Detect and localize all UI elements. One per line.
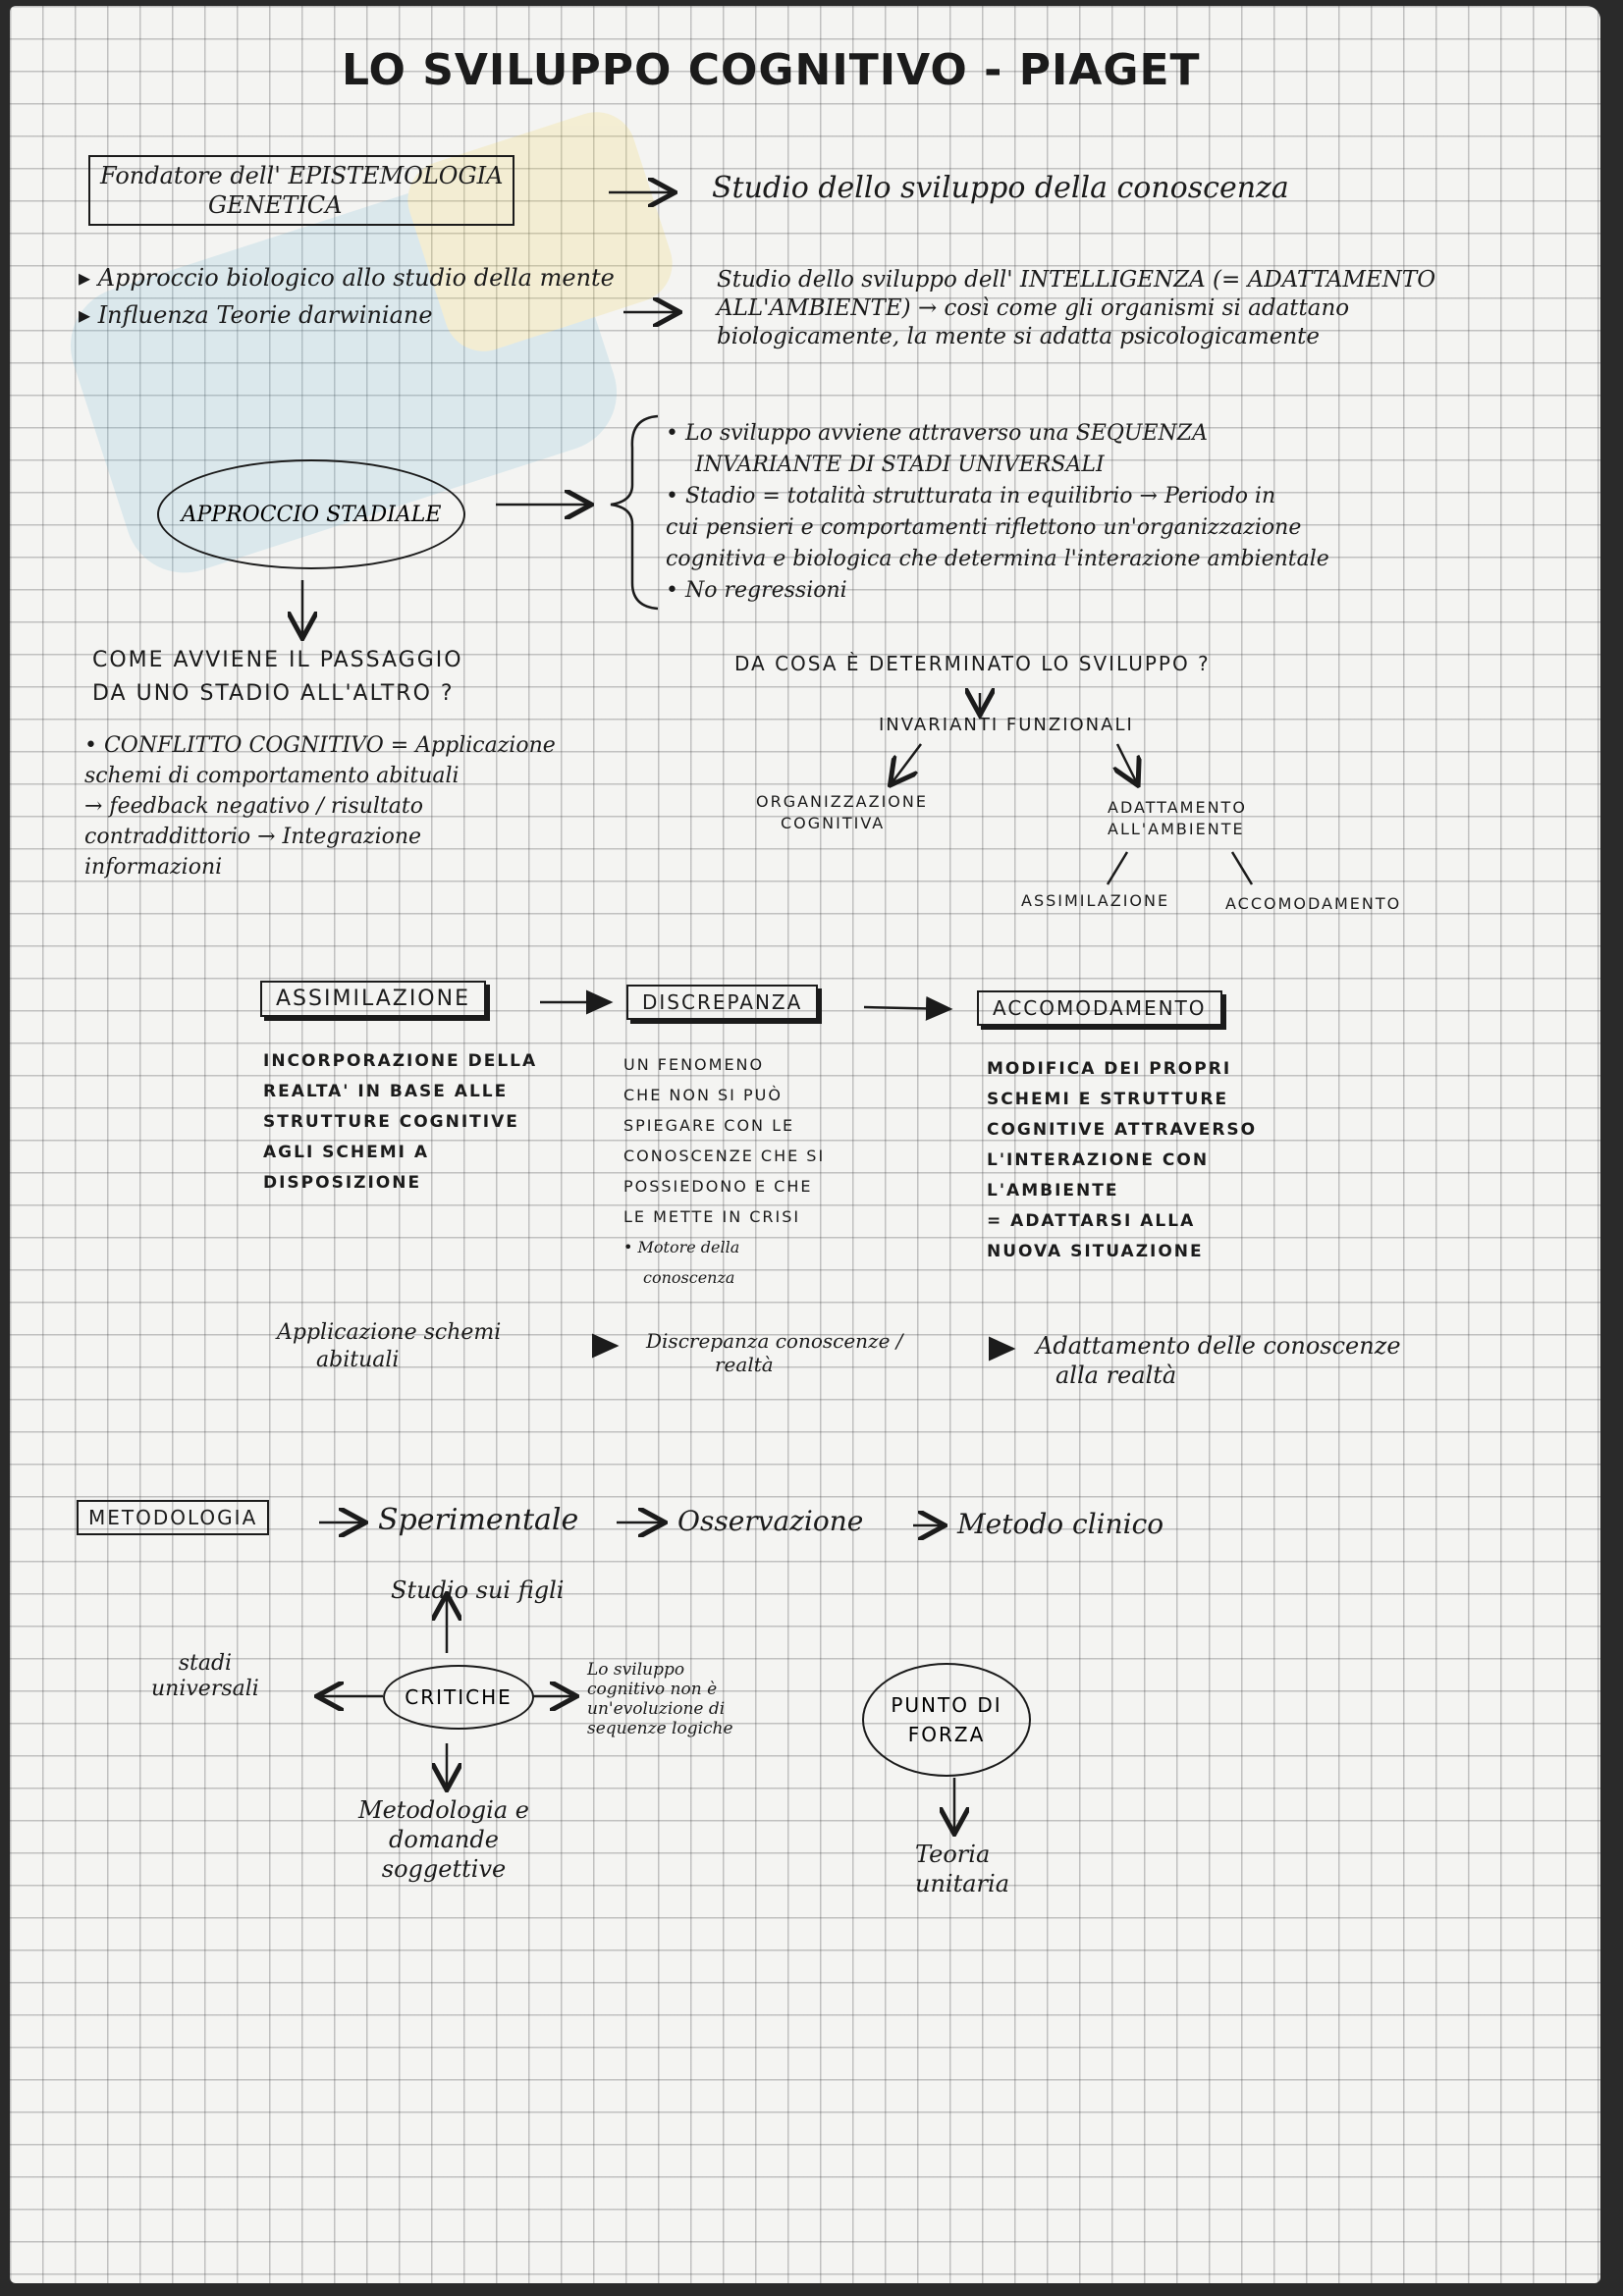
stage-point: • No regressioni	[666, 578, 847, 603]
conflict-line: schemi di comportamento abituali	[84, 764, 460, 788]
box-discrepancy: DISCREPANZA	[626, 985, 818, 1020]
conflict-line: informazioni	[84, 855, 223, 880]
question-line-2: DA UNO STADIO ALL'ALTRO ?	[92, 681, 455, 706]
critique-line: universali	[151, 1677, 259, 1701]
desc-line: NUOVA SITUAZIONE	[987, 1242, 1204, 1261]
founder-box	[88, 155, 514, 226]
method-observation: Osservazione	[677, 1505, 864, 1537]
critique-universal-stages	[151, 1651, 259, 1702]
method-experimental: Sperimentale	[378, 1503, 579, 1537]
strength-result-line: unitaria	[915, 1870, 1009, 1897]
desc-line: UN FENOMENO	[623, 1055, 765, 1074]
bullet-biological: ▸ Approccio biologico allo studio della mente	[79, 264, 615, 292]
stage-approach-label: APPROCCIO STADIALE	[181, 502, 442, 527]
founder-line-2: GENETICA	[208, 191, 343, 219]
stage-approach-oval	[157, 459, 465, 569]
organization-line-1: ORGANIZZAZIONE	[756, 792, 928, 811]
desc-line: CONOSCENZE CHE SI	[623, 1147, 826, 1165]
desc-line: L'AMBIENTE	[987, 1181, 1119, 1201]
critique-line: soggettive	[381, 1855, 507, 1883]
question-line-1: COME AVVIENE IL PASSAGGIO	[92, 648, 463, 672]
leaf-assimilation: ASSIMILAZIONE	[1021, 891, 1170, 910]
critique-children: Studio sui figli	[391, 1576, 565, 1604]
founder-result: Studio dello sviluppo della conoscenza	[712, 171, 1289, 205]
critique-line: domande	[389, 1826, 499, 1853]
box-accommodation: ACCOMODAMENTO	[977, 990, 1222, 1026]
critique-line: sequenze logiche	[587, 1719, 733, 1738]
leaf-accommodation: ACCOMODAMENTO	[1225, 894, 1402, 913]
conflict-line: • CONFLITTO COGNITIVO = Applicazione	[84, 733, 556, 758]
summary-step-2	[646, 1329, 903, 1376]
desc-line: L'INTERAZIONE CON	[987, 1150, 1210, 1170]
desc-line: AGLI SCHEMI A	[263, 1143, 430, 1162]
bullet-darwin: ▸ Influenza Teorie darwiniane	[79, 301, 433, 329]
conflict-line: contraddittorio → Integrazione	[84, 825, 422, 849]
discrepancy-description	[623, 1049, 825, 1293]
desc-line: REALTA' IN BASE ALLE	[263, 1082, 509, 1101]
intelligence-line-2: ALL'AMBIENTE) → così come gli organismi si adattano	[717, 294, 1350, 321]
strength-oval	[862, 1663, 1031, 1777]
methodology-box: METODOLOGIA	[77, 1500, 269, 1535]
desc-line: • Motore della	[623, 1238, 740, 1256]
critiques-oval	[383, 1665, 534, 1730]
stage-point: cognitiva e biologica che determina l'interazione ambientale	[666, 547, 1329, 571]
summary-step-1	[277, 1319, 501, 1374]
intelligence-line-1: Studio dello sviluppo dell' INTELLIGENZA (= ADATTAMENTO	[717, 267, 1436, 293]
critique-logic-sequence	[587, 1660, 733, 1738]
stage-transition-question	[92, 644, 463, 711]
critique-line: Lo sviluppo	[587, 1660, 685, 1680]
desc-line: COGNITIVE ATTRAVERSO	[987, 1120, 1258, 1140]
desc-line: CHE NON SI PUÒ	[623, 1086, 783, 1104]
strength-line: FORZA	[907, 1723, 986, 1746]
founder-line-1: Fondatore dell' EPISTEMOLOGIA	[100, 162, 504, 189]
stage-point: • Stadio = totalità strutturata in equilibrio → Periodo in	[666, 484, 1276, 508]
desc-line: = ADATTARSI ALLA	[987, 1211, 1196, 1231]
summary-line: realtà	[715, 1353, 774, 1376]
critique-line: stadi	[178, 1651, 233, 1676]
desc-line: SCHEMI E STRUTTURE	[987, 1090, 1229, 1109]
adaptation-line-2: ALL'AMBIENTE	[1108, 820, 1245, 838]
page-title: LO SVILUPPO COGNITIVO - PIAGET	[342, 45, 1201, 95]
strength-result-line: Teoria	[915, 1841, 991, 1868]
stage-point: cui pensieri e comportamenti riflettono un'organizzazione	[666, 515, 1302, 540]
assimilation-description	[263, 1046, 537, 1199]
summary-line: abituali	[316, 1348, 400, 1372]
desc-line: SPIEGARE CON LE	[623, 1116, 795, 1135]
summary-line: alla realtà	[1055, 1362, 1177, 1389]
critique-methodology	[358, 1795, 529, 1884]
summary-line: Adattamento delle conoscenze	[1036, 1332, 1401, 1360]
desc-line: STRUTTURE COGNITIVE	[263, 1112, 519, 1132]
strength-result	[915, 1840, 1009, 1898]
desc-line: MODIFICA DEI PROPRI	[987, 1059, 1232, 1079]
summary-line: Discrepanza conoscenze /	[646, 1329, 903, 1353]
critique-line: un'evoluzione di	[587, 1699, 726, 1719]
stage-point: • Lo sviluppo avviene attraverso una SEQUENZA	[666, 421, 1208, 446]
functional-invariants: INVARIANTI FUNZIONALI	[879, 715, 1134, 735]
desc-line: conoscenza	[643, 1268, 735, 1287]
desc-line: INCORPORAZIONE DELLA	[263, 1051, 538, 1071]
critiques-label: CRITICHE	[405, 1685, 513, 1709]
desc-line: POSSIEDONO E CHE	[623, 1177, 813, 1196]
adaptation-line-1: ADATTAMENTO	[1108, 798, 1247, 817]
stage-point: INVARIANTE DI STADI UNIVERSALI	[695, 453, 1105, 477]
desc-line: LE METTE IN CRISI	[623, 1207, 801, 1226]
cognitive-organization	[756, 791, 928, 834]
summary-step-3	[1036, 1331, 1401, 1390]
environment-adaptation	[1108, 797, 1247, 840]
strength-line: PUNTO DI	[891, 1693, 1002, 1717]
accommodation-description	[987, 1054, 1257, 1267]
intelligence-note	[717, 266, 1435, 350]
method-clinical: Metodo clinico	[957, 1508, 1164, 1540]
conflict-line: → feedback negativo / risultato	[84, 794, 423, 819]
stage-points	[666, 418, 1329, 607]
organization-line-2: COGNITIVA	[781, 814, 886, 832]
intro-bullets	[79, 263, 615, 330]
desc-line: DISPOSIZIONE	[263, 1173, 422, 1193]
development-question: DA COSA È DETERMINATO LO SVILUPPO ?	[734, 652, 1211, 675]
critique-line: Metodologia e	[358, 1796, 529, 1824]
intelligence-line-3: biologicamente, la mente si adatta psicologicamente	[717, 323, 1320, 349]
cognitive-conflict	[84, 730, 556, 882]
notebook-page	[10, 6, 1600, 2283]
summary-line: Applicazione schemi	[277, 1320, 502, 1345]
critique-line: cognitivo non è	[587, 1680, 718, 1699]
box-assimilation: ASSIMILAZIONE	[260, 981, 486, 1017]
